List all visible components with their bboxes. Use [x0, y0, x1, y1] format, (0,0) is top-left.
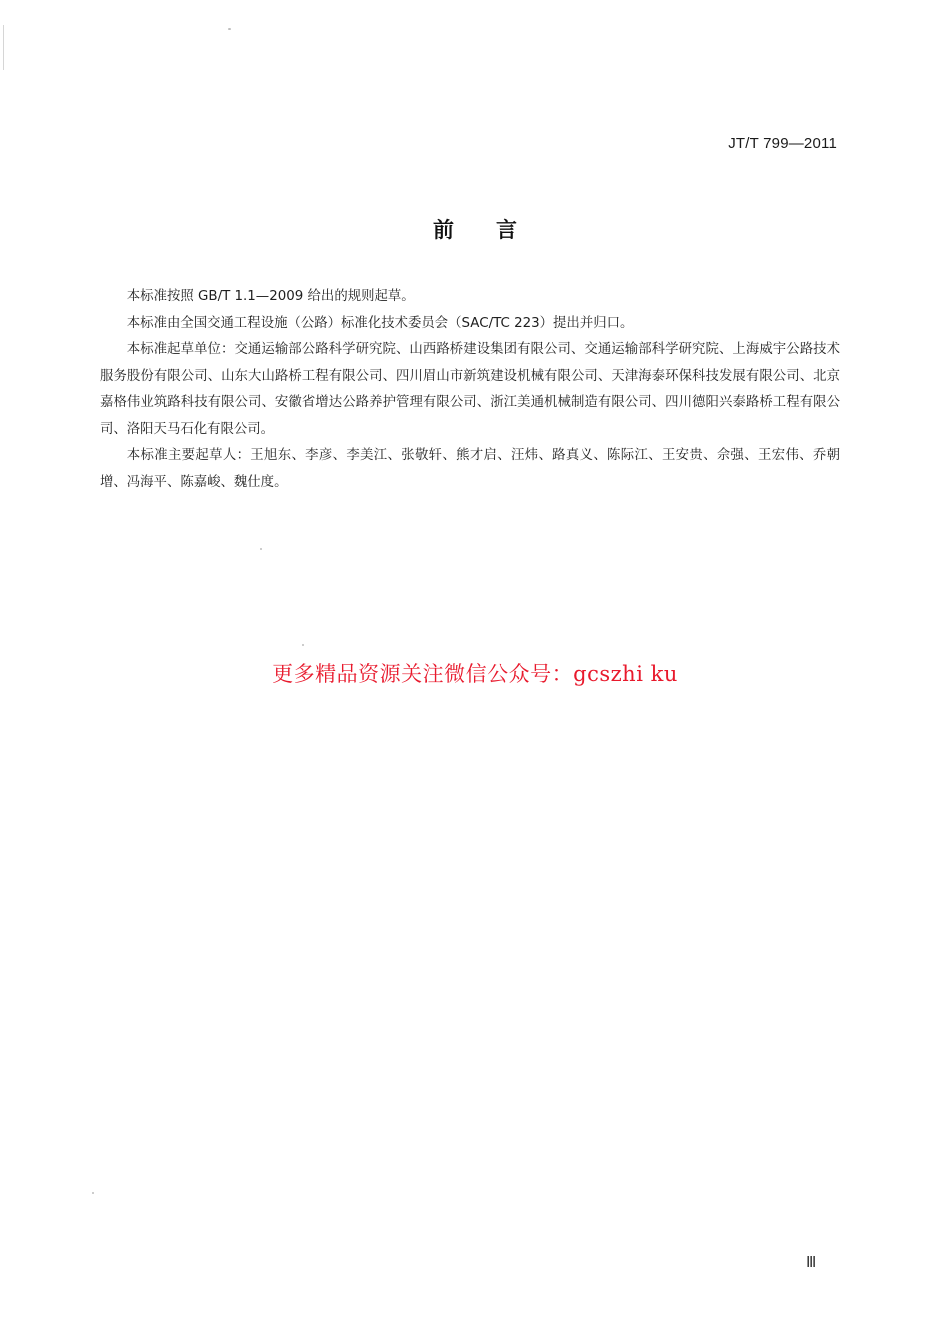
preface-body — [100, 284, 840, 496]
scan-speck — [302, 644, 304, 646]
page-number: Ⅲ — [806, 1255, 817, 1271]
paragraph-drafters: 本标准主要起草人：王旭东、李彦、李美江、张敬轩、熊才启、汪炜、路真义、陈际江、王安贵、佘强、王宏伟、乔朝增、冯海平、陈嘉峻、魏仕度。 — [100, 448, 840, 490]
document-code: JT/T 799—2011 — [728, 135, 837, 152]
watermark-text: 更多精品资源关注微信公众号：gcszhi ku — [272, 662, 678, 686]
paragraph-proposer: 本标准由全国交通工程设施（公路）标准化技术委员会（SAC/TC 223）提出并归口。 — [126, 315, 634, 331]
paragraph-drafting-rules: 本标准按照 GB/T 1.1—2009 给出的规则起草。 — [126, 289, 415, 304]
page-title: 前言 — [433, 218, 559, 242]
scan-edge-mark — [3, 25, 4, 70]
paragraph-drafting-units: 本标准起草单位：交通运输部公路科学研究院、山西路桥建设集团有限公司、交通运输部科学研究院、上海威宇公路技术服务股份有限公司、山东大山路桥工程有限公司、四川眉山市新筑建设机械有限公司、天津海泰环保科技发展有限公司、北京嘉格伟业筑路科技有限公司、安徽省增达公路养护管理有限公司、浙江美通机械制造有限公司、四川德阳兴泰路桥工程有限公司、洛阳天马石化有限公司。 — [100, 342, 840, 437]
scan-speck — [92, 1192, 94, 1194]
scan-speck — [260, 548, 262, 550]
scan-speck — [228, 28, 231, 30]
